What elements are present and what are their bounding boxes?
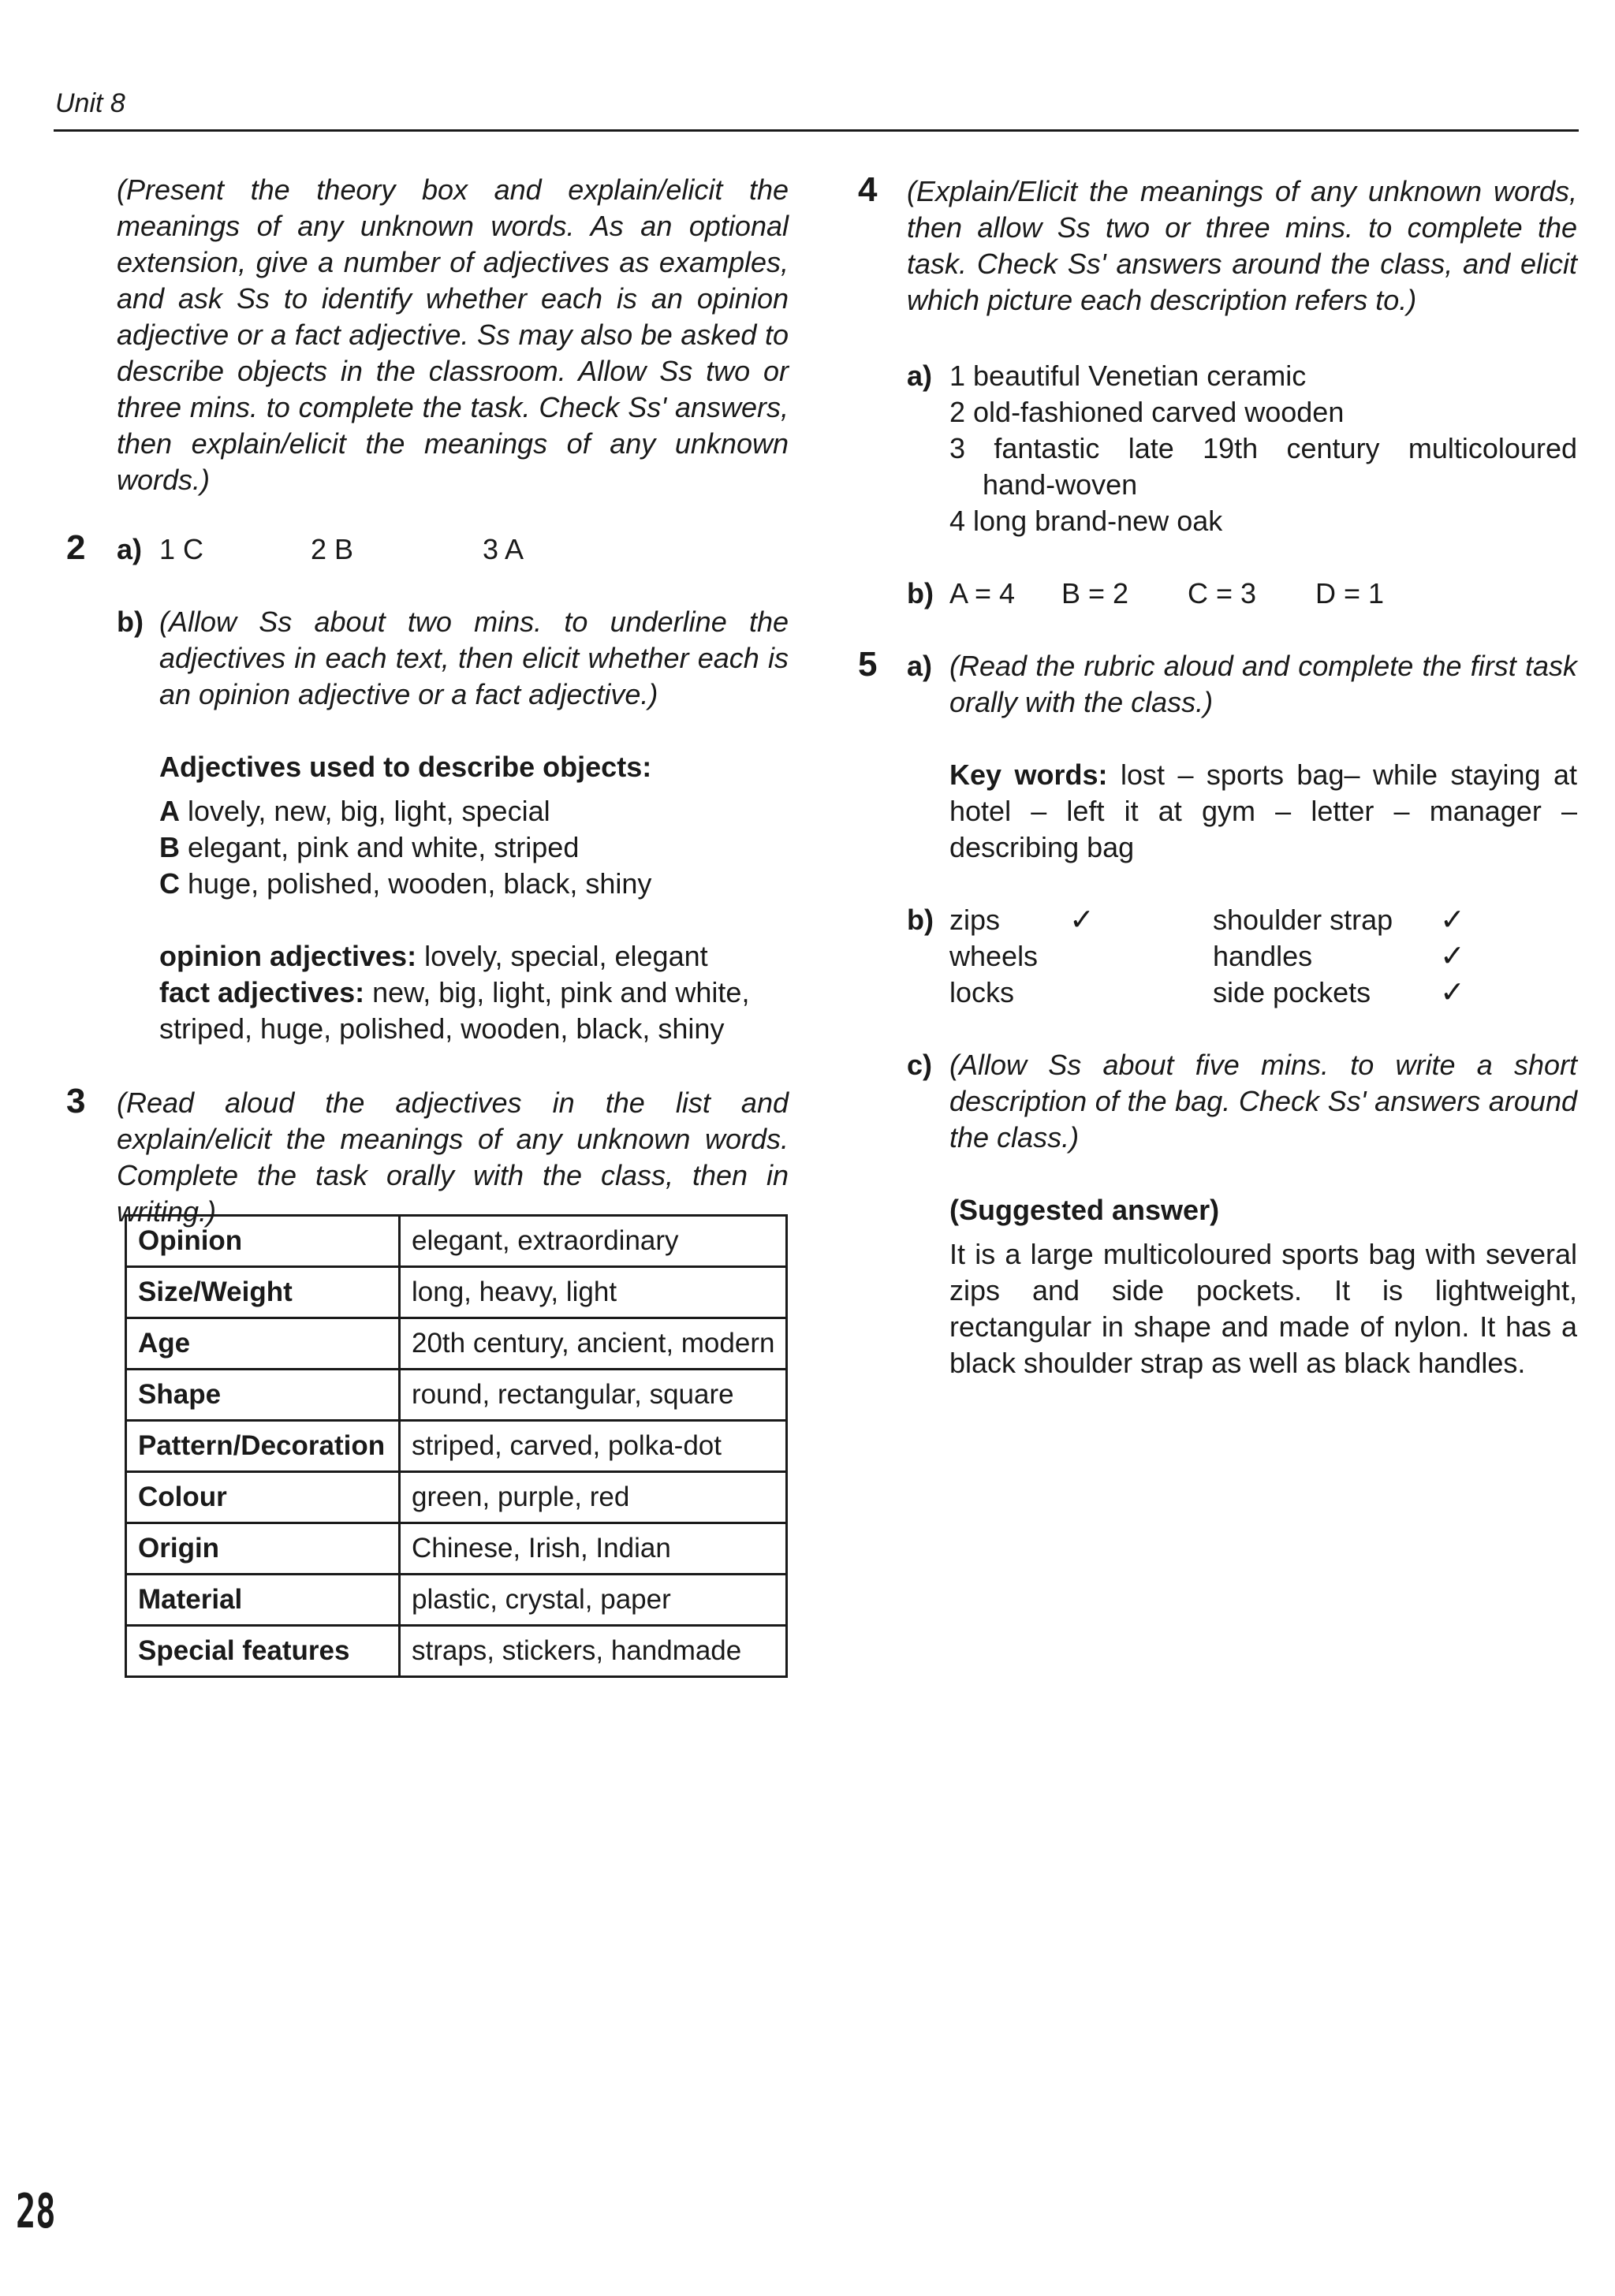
exercise-4b-label: b) (907, 577, 934, 609)
exercise-5a-text: (Read the rubric aloud and complete the first task orally with the class.) (949, 650, 1577, 718)
adjectives-item-c: C huge, polished, wooden, black, shiny (159, 867, 652, 900)
exercise-4-number: 4 (858, 170, 878, 209)
adjectives-item-b: B elegant, pink and white, striped (159, 831, 580, 863)
check-icon: ✓ (1440, 940, 1465, 973)
exercise-2a-label: a) (117, 533, 143, 565)
intro-instructions: (Present the theory box and explain/elicit the meanings of any unknown words. As an optional extension, give a number of adjectives as examples, and ask Ss to identify whether each is an opinion adjective or a fact adjective. Ss may also be asked to describe objects in the classroom. Allow Ss two or three mins. to complete the task. Check Ss' answers, then explain/elicit the meanings of any unknown words.) (117, 173, 789, 496)
adjectives-item-a: A lovely, new, big, light, special (159, 795, 550, 827)
exercise-2a-answer-2: 2 B (311, 533, 354, 565)
exercise-4b-answer-3: C = 3 (1188, 577, 1257, 609)
exercise-4b-answer-4: D = 1 (1315, 577, 1385, 609)
exercise-2a-answer-3: 3 A (483, 533, 524, 565)
table-category: Opinion (126, 1216, 400, 1267)
feature-handles: handles (1213, 940, 1313, 972)
table-row (126, 1318, 787, 1370)
feature-shoulder-strap: shoulder strap (1213, 904, 1393, 936)
exercise-5b-label: b) (907, 904, 934, 936)
check-icon: ✓ (1440, 976, 1465, 1009)
exercise-2-number: 2 (66, 528, 86, 567)
check-icon: ✓ (1069, 904, 1095, 937)
table-row (126, 1421, 787, 1472)
table-category: Colour (126, 1472, 400, 1523)
table-examples: striped, carved, polka-dot (400, 1421, 787, 1472)
adjective-categories-table (125, 1214, 788, 1678)
unit-header: Unit 8 (55, 88, 125, 118)
key-words: Key words: lost – sports bag– while staying at hotel – left it at gym – letter – manager – describing bag (949, 758, 1577, 863)
exercise-4a-item-3: 3 fantastic late 19th century multicoloured (949, 432, 1577, 464)
exercise-2b-text: (Allow Ss about two mins. to underline the adjectives in each text, then elicit whether each is an opinion adjective or a fact adjective.) (159, 606, 789, 710)
table-examples: long, heavy, light (400, 1267, 787, 1318)
feature-side-pockets: side pockets (1213, 976, 1371, 1008)
table-examples: straps, stickers, handmade (400, 1626, 787, 1677)
suggested-answer-heading: (Suggested answer) (949, 1194, 1220, 1226)
table-examples: Chinese, Irish, Indian (400, 1523, 787, 1575)
exercise-4-text: (Explain/Elicit the meanings of any unknown words, then allow Ss two or three mins. to complete the task. Check Ss' answers around the class, and elicit which picture each description refers to.) (907, 175, 1577, 316)
table-category: Shape (126, 1370, 400, 1421)
exercise-2a-answer-1: 1 C (159, 533, 204, 565)
table-category: Special features (126, 1626, 400, 1677)
table-category: Size/Weight (126, 1267, 400, 1318)
table-examples: 20th century, ancient, modern (400, 1318, 787, 1370)
exercise-5-number: 5 (858, 645, 878, 684)
table-row (126, 1216, 787, 1267)
table-examples: elegant, extraordinary (400, 1216, 787, 1267)
adjectives-heading: Adjectives used to describe objects: (159, 751, 652, 783)
suggested-answer-text: It is a large multicoloured sports bag with several zips and side pockets. It is lightweight, rectangular in shape and made of nylon. It has a black shoulder strap as well as black handles. (949, 1238, 1577, 1379)
exercise-5c-label: c) (907, 1049, 933, 1081)
exercise-4b-answer-1: A = 4 (949, 577, 1016, 609)
exercise-3-text: (Read aloud the adjectives in the list and explain/elicit the meanings of any unknown words. Complete the task orally with the class, then in writing.) (117, 1086, 789, 1228)
table-category: Origin (126, 1523, 400, 1575)
table-row (126, 1370, 787, 1421)
exercise-4a-item-3-cont: hand-woven (983, 468, 1138, 501)
table-examples: green, purple, red (400, 1472, 787, 1523)
table-category: Pattern/Decoration (126, 1421, 400, 1472)
table-row (126, 1523, 787, 1575)
exercise-4b-answer-2: B = 2 (1061, 577, 1129, 609)
opinion-adjectives: opinion adjectives: lovely, special, elegant (159, 940, 708, 972)
table-row (126, 1575, 787, 1626)
table-category: Age (126, 1318, 400, 1370)
table-row (126, 1267, 787, 1318)
exercise-4a-item-1: 1 beautiful Venetian ceramic (949, 360, 1307, 392)
feature-wheels: wheels (949, 940, 1039, 972)
page-number: 28 (16, 2184, 56, 2239)
header-rule (54, 129, 1579, 132)
fact-adjectives: fact adjectives: new, big, light, pink and white, striped, huge, polished, wooden, black, shiny (159, 976, 750, 1045)
exercise-4a-label: a) (907, 360, 933, 392)
check-icon: ✓ (1440, 904, 1465, 937)
feature-locks: locks (949, 976, 1015, 1008)
table-examples: round, rectangular, square (400, 1370, 787, 1421)
table-category: Material (126, 1575, 400, 1626)
exercise-2b-label: b) (117, 606, 144, 638)
exercise-5c-text: (Allow Ss about five mins. to write a short description of the bag. Check Ss' answers around the class.) (949, 1049, 1577, 1154)
feature-zips: zips (949, 904, 1001, 936)
exercise-3-number: 3 (66, 1082, 86, 1120)
table-examples: plastic, crystal, paper (400, 1575, 787, 1626)
table-row (126, 1626, 787, 1677)
table-row (126, 1472, 787, 1523)
exercise-4a-item-2: 2 old-fashioned carved wooden (949, 396, 1345, 428)
exercise-5a-label: a) (907, 650, 933, 682)
exercise-4a-item-4: 4 long brand-new oak (949, 505, 1223, 537)
